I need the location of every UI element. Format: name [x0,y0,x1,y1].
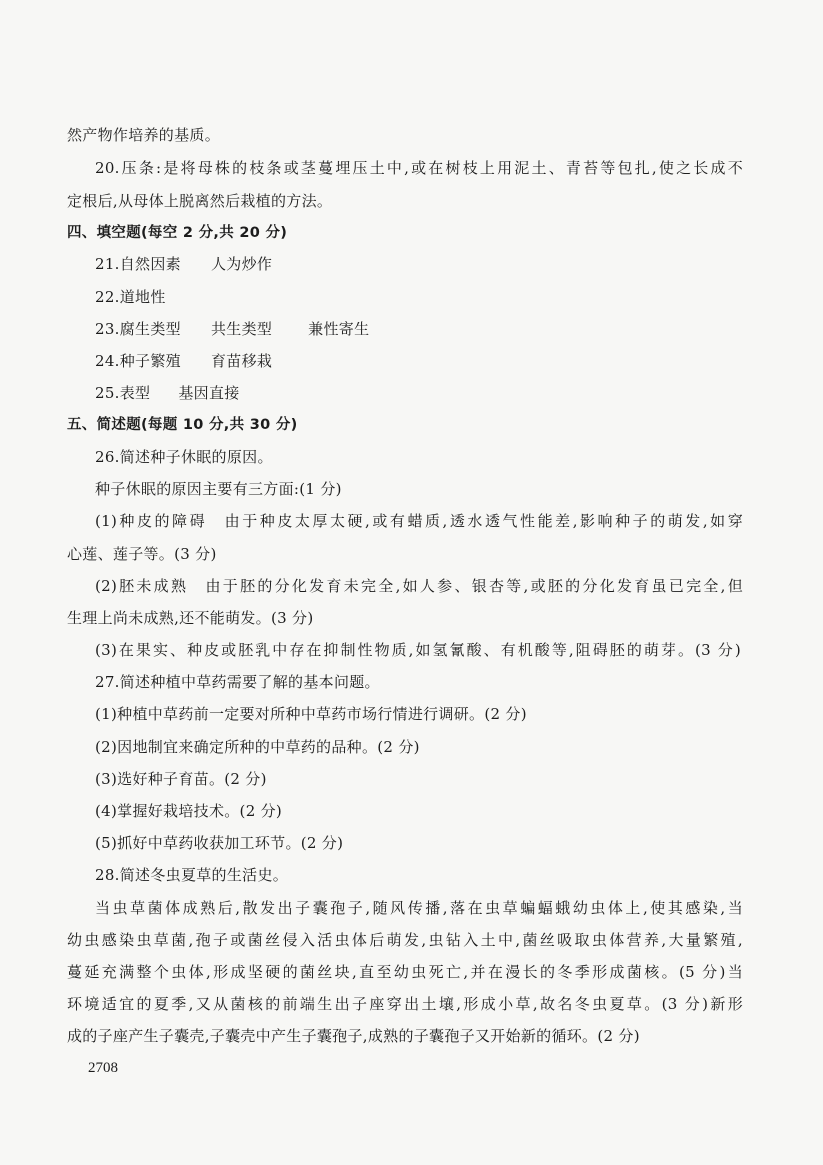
text-line: 幼虫感染虫草菌,孢子或菌丝侵入活虫体后萌发,虫钻入土中,菌丝吸取虫体营养,大量繁殖, [67,931,743,949]
section-heading-short-answer: 五、简述题(每题 10 分,共 30 分) [67,417,298,433]
section-heading-fill-in: 四、填空题(每空 2 分,共 20 分) [67,225,288,241]
answer-line [95,351,272,371]
answer-text: 24.种子繁殖 [95,352,181,370]
text-line: (4)掌握好栽培技术。(2 分) [95,802,283,820]
answer-line [95,254,272,274]
text-line: (1)种植中草药前一定要对所种中草药市场行情进行调研。(2 分) [95,705,527,723]
text-line: (1)种皮的障碍 由于种皮太厚太硬,或有蜡质,透水透气性能差,影响种子的萌发,如穿 [95,512,743,530]
answer-text: 共生类型 [210,320,273,338]
answer-text: 25.表型 [95,384,151,402]
text-line: 心莲、莲子等。(3 分) [67,545,217,563]
answer-text: 21.自然因素 [95,255,181,273]
text-line: 定根后,从母体上脱离然后栽植的方法。 [67,192,333,210]
page-number: 2708 [88,1060,118,1076]
answer-text: 兼性寄生 [308,320,370,338]
text-line: 种子休眠的原因主要有三方面:(1 分) [95,480,342,498]
answer-line [95,319,369,339]
answer-text: 23.腐生类型 [95,320,181,338]
text-line: 成的子座产生子囊壳,子囊壳中产生子囊孢子,成熟的子囊孢子又开始新的循环。(2 分) [67,1027,640,1045]
text-line: (2)胚未成熟 由于胚的分化发育未完全,如人参、银杏等,或胚的分化发育虽已完全,但 [95,577,743,595]
question-text: 28.简述冬虫夏草的生活史。 [95,866,289,884]
answer-line: 22.道地性 [95,288,166,306]
text-line: (5)抓好中草药收获加工环节。(2 分) [95,834,344,852]
question-text: 27.简述种植中草药需要了解的基本问题。 [95,673,380,691]
text-line: (3)选好种子育苗。(2 分) [95,770,267,788]
answer-text: 人为炒作 [210,255,273,273]
text-line: (3)在果实、种皮或胚乳中存在抑制性物质,如氢氰酸、有机酸等,阻碍胚的萌芽。(3 分) [95,641,741,659]
text-line: 然产物作培养的基质。 [67,126,221,144]
answer-text: 基因直接 [178,384,240,402]
text-line: (2)因地制宜来确定所种的中草药的品种。(2 分) [95,738,420,756]
text-line: 环境适宜的夏季,又从菌核的前端生出子座穿出土壤,形成小草,故名冬虫夏草。(3 分)新形 [67,995,743,1013]
text-line: 当虫草菌体成熟后,散发出子囊孢子,随风传播,落在虫草蝙蝠蛾幼虫体上,使其感染,当 [95,899,743,917]
text-line: 生理上尚未成熟,还不能萌发。(3 分) [67,609,314,627]
answer-line [95,383,240,403]
text-line: 20.压条:是将母株的枝条或茎蔓埋压土中,或在树枝上用泥土、青苔等包扎,使之长成不 [95,159,743,177]
answer-text: 育苗移栽 [210,352,273,370]
text-line: 蔓延充满整个虫体,形成坚硬的菌丝块,直至幼虫死亡,并在漫长的冬季形成菌核。(5 分)当 [67,963,743,981]
question-text: 26.简述种子休眠的原因。 [95,448,273,466]
